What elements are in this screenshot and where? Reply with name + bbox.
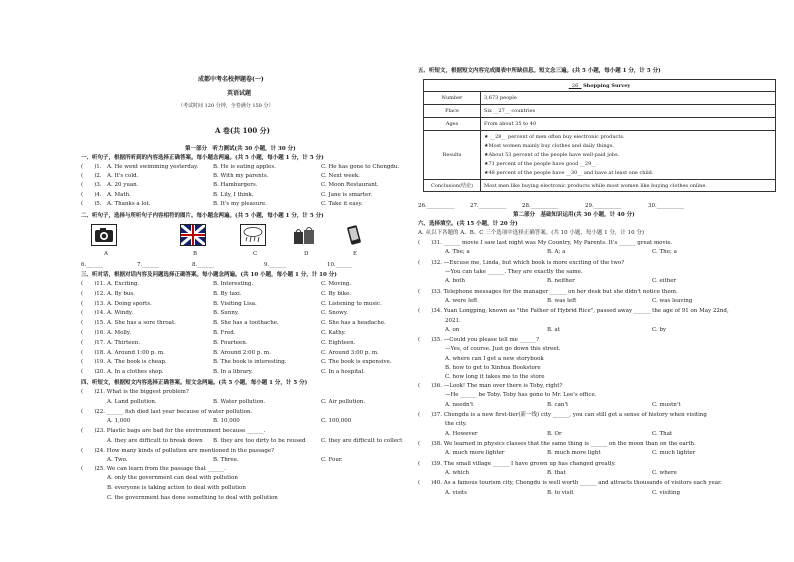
rain-cloud-icon: [241, 225, 265, 245]
question-stem: ( )24. How many kinds of pollution are mentioned in the passage?: [81, 447, 275, 454]
question-stem-cont: 2021.: [445, 317, 461, 324]
question-stem: ( )39. The small village ______ I have grown up has changed greatly.: [418, 460, 616, 467]
q25-question: ( )25. We can learn from the passage that ______.: [81, 466, 227, 472]
question-stem: ( )40. As a famous tourism city, Chengdu is well worth ______ and attracts thousands of visitors each year.: [418, 480, 722, 487]
results-cell: [481, 131, 776, 180]
picture-c-rain-cloud: [240, 224, 266, 246]
option-c: C. In a hospital.: [321, 369, 365, 376]
question-stem-cont: —You can take ______. They are exactly the same.: [445, 268, 583, 275]
phone-icon: [343, 224, 365, 246]
answer-blank: 6.______: [81, 262, 103, 268]
option-c: C. Air pollution.: [321, 398, 366, 405]
option-c: C. The; a: [652, 249, 677, 256]
answer-blank: 26.__________: [418, 203, 455, 209]
option-a: A. on: [445, 326, 460, 333]
option-c: C. Listening to music.: [321, 300, 382, 307]
question-number: ( )16.: [81, 330, 106, 336]
option-a: A. However: [445, 430, 478, 437]
option-c: C. Kathy.: [321, 330, 346, 336]
option-b: B. Visiting Lisa.: [213, 300, 257, 307]
option-a: A. It's cold.: [107, 173, 139, 180]
option-b: B. Three.: [213, 457, 239, 463]
option-a: A. 1,000: [107, 418, 131, 424]
option-b: B. Hamburgers.: [213, 182, 258, 189]
picture-d-shopping-bags: [291, 224, 317, 246]
option-b: B. Water pollution.: [213, 398, 266, 405]
exam-subtitle: 英语试题: [227, 90, 252, 97]
option-a: A. The book is cheap.: [107, 359, 167, 366]
question-stem: ( )35. —Could you please tell me ______?: [418, 337, 540, 344]
question-stem-cont: —Yes, of course. Just go down this street.: [445, 346, 561, 353]
option-b: B. The book is interesting.: [213, 359, 287, 366]
option-b: B. how to get to Xinhua Bookstore: [445, 364, 541, 371]
question-number: ( )15.: [81, 320, 106, 327]
option-a: A. both: [445, 278, 466, 285]
question-stem-cont: —He ______ be Toby. Toby has gone to Mr. Lee's office.: [445, 392, 597, 399]
option-b: B. She has a toothache.: [213, 320, 279, 327]
option-a: A. much more lighter: [445, 450, 505, 457]
option-a: A. The; a: [445, 249, 470, 256]
option-c: C. Jane is smarter.: [321, 191, 373, 198]
option-b: B. neither: [547, 278, 575, 285]
result-line: ★ __28__ percent of men often buy electronic products.: [484, 133, 625, 140]
option-c: C. mustn't: [652, 401, 681, 408]
shopping-bags-icon: [291, 224, 317, 246]
question-number: ( )20.: [81, 369, 106, 376]
option-b: B. Around 2:00 p. m.: [213, 349, 271, 356]
option-c: C. they are difficult to collect: [321, 437, 403, 444]
question-stem: ( )22. ______ fish died last year because of water pollution.: [81, 408, 253, 415]
row-value: Six __27__ countries: [481, 105, 776, 118]
option-b: B. In a library.: [213, 369, 253, 376]
sec5-heading: 五、听短文，根据短文内容完成图表中所缺信息。短文念三遍。(共 5 小题，每小题 1 分，计 5 分): [418, 68, 661, 74]
picture-label: C: [253, 251, 258, 257]
result-line: ★About 53 percent of the people have well-paid jobs.: [484, 151, 620, 158]
option-a: A. Exciting.: [107, 281, 140, 287]
option-b: B. to visit: [547, 489, 574, 496]
option-b: B. can't: [547, 401, 569, 408]
option-a: A. they are difficult to break down: [107, 437, 203, 444]
option-b: B. everyone is taking action to deal with pollution: [107, 485, 246, 491]
result-line: ★48 percent of the people have __30__ and have at least one child.: [484, 169, 654, 176]
conclusion-label: Conclusion(结论): [424, 180, 481, 192]
option-a: A. Windy.: [107, 310, 133, 317]
question-stem: ( )36. —Look! The man over there is Toby, right?: [418, 383, 563, 390]
survey-title: Shopping Survey: [583, 82, 631, 89]
option-a: A. Math.: [107, 191, 131, 198]
uk-flag-icon: [181, 225, 205, 245]
picture-label: B: [193, 251, 198, 257]
row-label: Number: [424, 92, 481, 105]
option-b: B. Lily, I think.: [213, 191, 254, 198]
question-number: ( )19.: [81, 359, 106, 366]
option-b: B. Sunny.: [213, 310, 240, 317]
option-b: B. that: [547, 469, 566, 476]
result-line: ★71 percent of the people have good __29__.: [484, 160, 598, 167]
option-b: B. He is eating apples.: [213, 164, 276, 170]
picture-a-camera: [91, 224, 117, 246]
question-number: ( )2.: [81, 173, 102, 180]
option-c: C. Take it easy.: [321, 200, 363, 207]
part1-title: 第一部分 听力测试(共 30 小题，计 30 分): [185, 146, 296, 152]
option-a: A. Land pollution.: [107, 398, 157, 405]
option-b: B. Or: [547, 430, 562, 437]
option-b: B. Fred.: [213, 330, 236, 336]
survey-title-cell: [424, 80, 776, 92]
question-stem: ( )23. Plastic bags are bad for the environment because ______.: [81, 428, 266, 434]
answer-blank: 9.______: [264, 262, 286, 268]
sec6-sub-a: A. 从以下各题的 A、B、C 三个选项中选择正确答案。(共 10 小题，每小题 1 分，计 10 分): [418, 230, 644, 236]
option-c: C. much lighter: [652, 450, 696, 457]
option-c: C. by: [652, 326, 667, 333]
results-label: Results: [424, 131, 481, 180]
question-number: ( )11.: [81, 281, 106, 287]
option-c: C. either: [652, 278, 677, 285]
answer-blank: 30.__________: [648, 203, 685, 209]
row-label: Ages: [424, 118, 481, 131]
question-number: ( )5.: [81, 200, 102, 207]
question-stem: ( )37. Chengdu is a new first-tier(新一线) city ______, you can still get a sense of history when visiting: [418, 412, 707, 419]
option-c: C. Eighteen.: [321, 339, 356, 346]
picture-e-phone: [343, 224, 369, 246]
survey-table: [423, 79, 776, 192]
option-c: C. where: [652, 469, 677, 476]
volume-a-title: A 卷(共 100 分): [215, 126, 270, 135]
question-number: ( )3.: [81, 182, 102, 189]
option-a: A. Two.: [107, 457, 128, 463]
option-c: C. the government has done something to deal with pollution: [107, 495, 278, 501]
row-value: 3,673 people: [481, 92, 776, 105]
answer-blank: 29.__________: [585, 203, 622, 209]
question-stem: ( )32. —Excuse me, Linda, but which book is more exciting of the two?: [418, 259, 625, 266]
question-stem: ( )21. What is the biggest problem?: [81, 389, 189, 395]
option-b: B. Fourteen.: [213, 339, 248, 346]
question-number: ( )17.: [81, 339, 106, 346]
option-c: C. Snowy.: [321, 310, 348, 317]
question-stem-cont: the city.: [445, 421, 467, 428]
question-stem: ( )38. We learned in physics classes that the same thing is ______ on the moon than on the earth.: [418, 441, 696, 447]
part2-title: 第二部分 基础知识运用(共 30 小题，计 40 分): [513, 212, 635, 218]
question-number: ( )12.: [81, 290, 106, 297]
option-a: A. She has a sore throat.: [107, 320, 176, 327]
picture-label: E: [353, 251, 358, 257]
result-line: ★Most women mainly buy clothes and daily things.: [484, 142, 614, 149]
option-a: A. which: [445, 469, 470, 476]
question-number: ( )14.: [81, 310, 106, 317]
option-a: A. Thanks a lot.: [107, 200, 151, 207]
question-number: ( )1.: [81, 164, 102, 170]
sec1-heading: 一、听句子，根据所听到的内容选择正确答案。每小题念两遍。(共 5 小题，每小题 1 分，计 5 分): [81, 155, 324, 161]
option-c: C. visiting: [652, 489, 680, 496]
answer-blank: 28.__________: [522, 203, 559, 209]
option-c: C. was leaving: [652, 297, 693, 304]
option-c: C. Moving.: [321, 281, 352, 287]
option-c: C. 100,000: [321, 418, 352, 424]
option-b: B. It's my pleasure.: [213, 200, 267, 207]
option-c: C. Moon Restaurant.: [321, 182, 379, 189]
option-a: A. where can I get a new storybook: [445, 355, 544, 362]
option-b: B. at: [547, 326, 561, 333]
option-a: A. Molly.: [107, 330, 132, 336]
question-stem: ( )33. Telephone messages for the manager ______ on her desk but she didn't notice them.: [418, 288, 678, 295]
option-a: A. Thirteen.: [107, 339, 141, 346]
option-a: A. visits: [445, 489, 467, 496]
option-b: B. they are too dirty to be reused: [213, 437, 306, 444]
answer-blank: 10.______: [327, 262, 353, 268]
option-a: A. By bus.: [107, 290, 135, 297]
option-a: A. Around 1:00 p. m.: [107, 349, 165, 356]
option-b: B. was left: [547, 297, 577, 304]
option-c: C. By bike.: [321, 290, 352, 297]
option-c: C. Around 3:00 p. m.: [321, 349, 379, 356]
picture-b-uk-flag: [180, 224, 206, 246]
option-a: A. only the government can deal with pollution: [107, 475, 238, 481]
question-stem: ( )31. ______ movie I saw last night was My Country, My Parents. It's ______ great movie.: [418, 240, 673, 246]
sec4-heading: 四、听短文，根据短文内容选择正确答案。短文念两遍。(共 5 小题，每小题 1 分，计 5 分): [81, 380, 308, 386]
option-b: B. much more light: [547, 450, 601, 457]
picture-label: D: [304, 251, 309, 257]
option-c: C. She has a headache.: [321, 320, 386, 327]
option-a: A. In a clothes shop.: [107, 369, 164, 376]
row-label: Place: [424, 105, 481, 118]
option-a: A. were left: [445, 297, 478, 304]
question-number: ( )18.: [81, 349, 106, 356]
exam-title: 成都中考名校押题卷(一): [198, 76, 264, 83]
option-c: C. That: [652, 430, 673, 437]
answer-blank: 27.__________: [470, 203, 507, 209]
option-b: B. 10,000: [213, 418, 240, 424]
exam-note: （考试时间 120 分钟，全卷满分 150 分）: [178, 103, 274, 109]
option-c: C. He has gone to Chengdu.: [321, 164, 400, 170]
question-stem: ( )34. Yuan Longping, known as "the Father of Hybrid Rice", passed away ______ the age of 91 on May 22nd,: [418, 308, 729, 315]
picture-label: A: [104, 251, 108, 257]
option-c: C. Next week.: [321, 173, 360, 180]
sec3-heading: 三、听对话，根据对话内容及问题选择正确答案。每小题念两遍。(共 10 小题，每小题 1 分，计 10 分): [81, 272, 337, 278]
option-a: A. 20 yuan.: [107, 182, 139, 189]
question-number: ( )13.: [81, 300, 106, 307]
option-c: C. Four.: [321, 457, 343, 463]
camera-icon: [92, 225, 116, 245]
option-b: B. Interesting.: [213, 281, 254, 287]
option-c: C. how long it takes me to the store: [445, 374, 545, 380]
option-b: B. By taxi.: [213, 290, 242, 297]
option-c: C. The book is expensive.: [321, 359, 392, 366]
question-number: ( )4.: [81, 191, 102, 198]
option-b: B. With my parents.: [213, 173, 269, 180]
option-a: A. He went swimming yesterday.: [107, 164, 199, 170]
blank-26: 26: [571, 82, 579, 89]
option-a: A. needn't: [445, 401, 474, 408]
option-a: A. Doing sports.: [107, 300, 152, 307]
option-b: B. A; a: [547, 249, 566, 256]
conclusion-text: Most men like buying electronic products while most women like buying clothes online.: [481, 180, 776, 192]
answer-blank: 7.______: [137, 262, 159, 268]
sec6-heading: 六、选择填空。(共 15 小题，计 20 分): [418, 221, 518, 227]
row-value: From about 35 to 40: [481, 118, 776, 131]
sec2-heading: 二、听句子，选择与所听句子内容相符的图片。每小题念两遍。(共 5 小题，每小题 1 分，计 5 分): [81, 213, 324, 219]
answer-blank: 8.______: [192, 262, 214, 268]
